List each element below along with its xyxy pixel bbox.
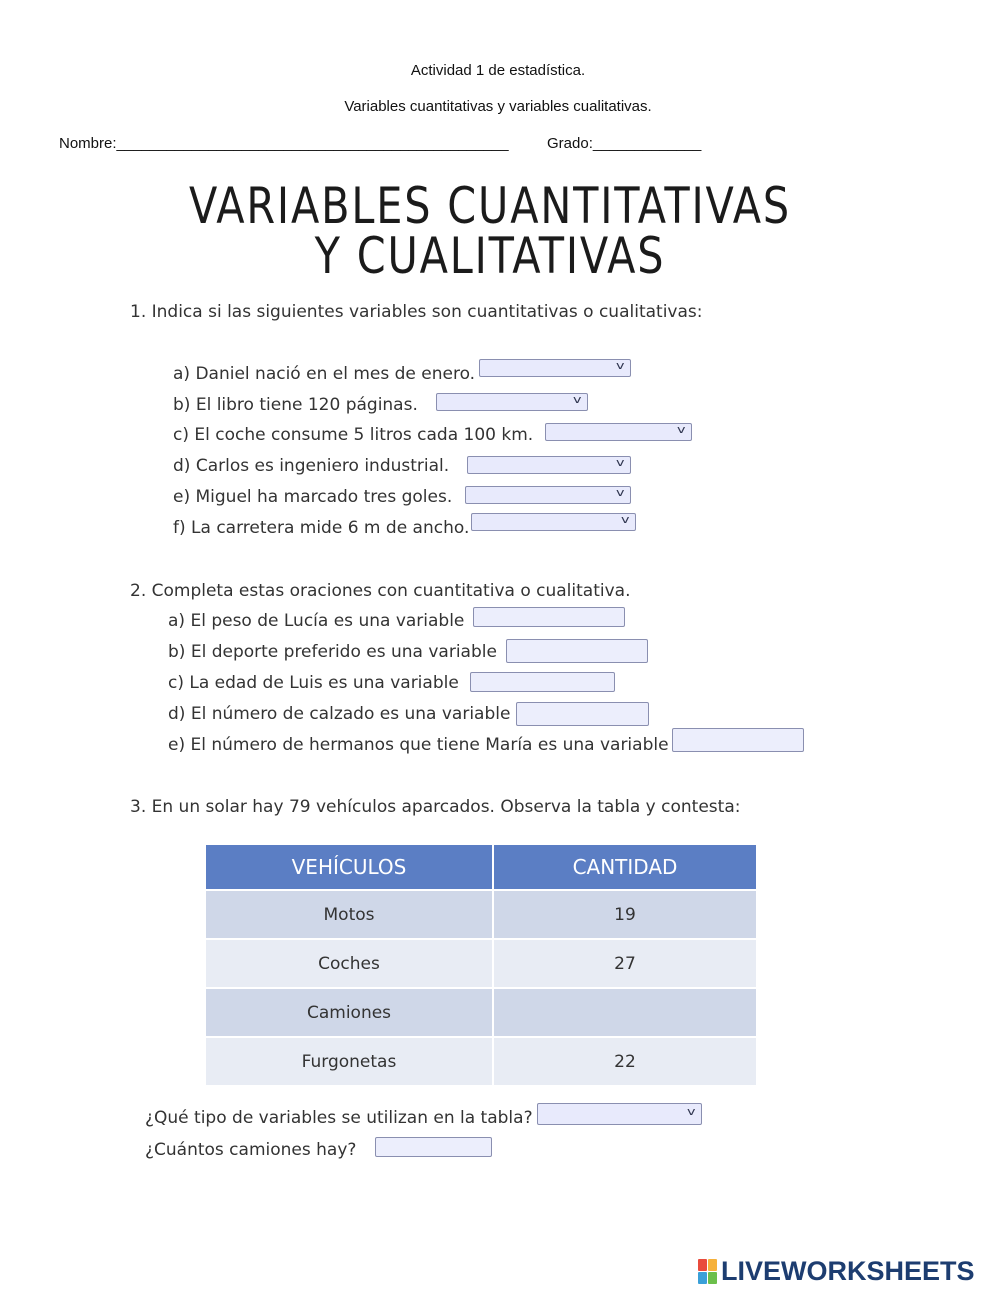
q2-item-b: b) El deporte preferido es una variable <box>168 642 497 662</box>
vehicle-count: 19 <box>493 890 757 939</box>
vehicle-count: 22 <box>493 1037 757 1085</box>
vehicle-count: 27 <box>493 939 757 988</box>
q1-item-b: b) El libro tiene 120 páginas. <box>173 395 418 415</box>
q1-b-select[interactable] <box>436 393 588 411</box>
chevron-down-icon: v <box>621 513 630 526</box>
vehicle-name: Furgonetas <box>206 1037 493 1085</box>
worksheet-title: Actividad 1 de estadística. <box>410 62 586 79</box>
q1-d-select[interactable] <box>467 456 631 474</box>
liveworksheets-logo-icon <box>698 1259 717 1284</box>
table-row <box>206 988 757 1037</box>
table-row <box>206 939 757 988</box>
brand-text: LIVEWORKSHEETS <box>721 1255 975 1286</box>
q1-c-select[interactable] <box>545 423 692 441</box>
q1-e-select[interactable] <box>465 486 631 504</box>
q1-item-c: c) El coche consume 5 litros cada 100 km. <box>173 425 534 445</box>
chevron-down-icon: v <box>573 393 582 406</box>
banner-title-line2: Y CUALITATIVAS <box>314 227 666 285</box>
question-3-prompt: 3. En un solar hay 79 vehículos aparcados. Observa la tabla y contesta: <box>130 797 741 817</box>
vehicle-name: Coches <box>206 939 493 988</box>
q3-type-select[interactable] <box>537 1103 702 1125</box>
grade-label: Grado:_____________ <box>547 135 702 152</box>
banner-title-line1: VARIABLES CUANTITATIVAS <box>189 177 791 235</box>
chevron-down-icon: v <box>687 1105 696 1118</box>
chevron-down-icon: v <box>616 486 625 499</box>
q2-item-c: c) La edad de Luis es una variable <box>168 673 459 693</box>
vehicle-name: Camiones <box>206 988 493 1037</box>
q3-question-type: ¿Qué tipo de variables se utilizan en la tabla? <box>145 1108 533 1128</box>
table-row <box>206 1037 757 1085</box>
chevron-down-icon: v <box>616 456 625 469</box>
q1-item-a: a) Daniel nació en el mes de enero. <box>173 364 476 384</box>
q2-e-input[interactable] <box>672 728 804 752</box>
q2-b-input[interactable] <box>506 639 648 663</box>
chevron-down-icon: v <box>616 359 625 372</box>
q1-item-e: e) Miguel ha marcado tres goles. <box>173 487 453 507</box>
q1-item-d: d) Carlos es ingeniero industrial. <box>173 456 450 476</box>
q2-d-input[interactable] <box>516 702 649 726</box>
q2-item-d: d) El número de calzado es una variable <box>168 704 511 724</box>
worksheet-subtitle: Variables cuantitativas y variables cualitativas. <box>344 98 652 115</box>
question-2-prompt: 2. Completa estas oraciones con cuantitativa o cualitativa. <box>130 581 631 601</box>
name-label: Nombre:_______________________________________________ <box>59 135 509 152</box>
q3-question-count: ¿Cuántos camiones hay? <box>145 1140 357 1160</box>
q1-f-select[interactable] <box>471 513 636 531</box>
vehicles-table <box>206 845 758 1085</box>
q2-c-input[interactable] <box>470 672 615 692</box>
q2-item-a: a) El peso de Lucía es una variable <box>168 611 465 631</box>
q2-a-input[interactable] <box>473 607 625 627</box>
q2-item-e: e) El número de hermanos que tiene María es una variable <box>168 735 669 755</box>
table-row <box>206 890 757 939</box>
vehicle-count <box>493 988 757 1037</box>
q1-a-select[interactable] <box>479 359 631 377</box>
vehicle-name: Motos <box>206 890 493 939</box>
table-header-row <box>206 845 757 890</box>
q1-item-f: f) La carretera mide 6 m de ancho. <box>173 518 470 538</box>
question-1-prompt: 1. Indica si las siguientes variables son cuantitativas o cualitativas: <box>130 302 703 322</box>
liveworksheets-logo <box>698 1256 975 1286</box>
header-vehicles: VEHÍCULOS <box>206 845 493 890</box>
chevron-down-icon: v <box>677 423 686 436</box>
q3-count-input[interactable] <box>375 1137 492 1157</box>
header-quantity: CANTIDAD <box>493 845 757 890</box>
